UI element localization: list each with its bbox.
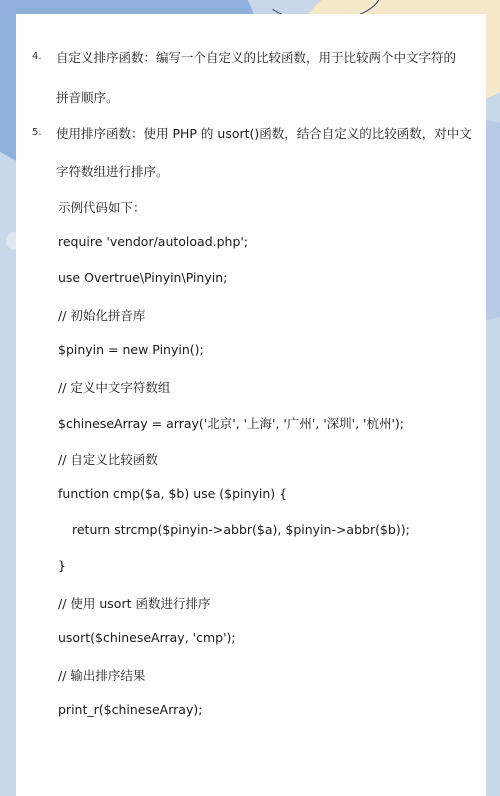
list-text-line: 字符数组进行排序。 — [56, 164, 169, 179]
code-line: $chineseArray = array('北京', '上海', '广州', '深圳', '杭州'); — [58, 416, 405, 431]
list-text-line: 自定义排序函数：编写一个自定义的比较函数，用于比较两个中文字符的 — [56, 50, 457, 65]
code-line: print_r($chineseArray); — [58, 702, 203, 717]
list-number: 5. — [32, 127, 42, 138]
code-comment: // 输出排序结果 — [58, 668, 146, 683]
code-line: function cmp($a, $b) use ($pinyin) { — [58, 486, 288, 501]
code-line: } — [58, 558, 66, 573]
code-line: $pinyin = new Pinyin(); — [58, 342, 204, 357]
code-line: require 'vendor/autoload.php'; — [58, 234, 249, 249]
document-page — [16, 14, 486, 796]
code-line: return strcmp($pinyin->abbr($a), $pinyin->abbr($b)); — [72, 522, 410, 537]
list-text-line: 使用排序函数：使用 PHP 的 usort()函数，结合自定义的比较函数，对中文 — [56, 126, 472, 141]
code-comment: // 初始化拼音库 — [58, 308, 146, 323]
code-line: usort($chineseArray, 'cmp'); — [58, 630, 236, 645]
list-number: 4. — [32, 51, 42, 62]
code-comment: // 定义中文字符数组 — [58, 380, 171, 395]
example-label: 示例代码如下： — [58, 200, 146, 215]
code-line: use Overtrue\Pinyin\Pinyin; — [58, 270, 228, 285]
code-comment: // 自定义比较函数 — [58, 452, 158, 467]
list-text-line: 拼音顺序。 — [56, 90, 119, 105]
code-comment: // 使用 usort 函数进行排序 — [58, 596, 211, 611]
